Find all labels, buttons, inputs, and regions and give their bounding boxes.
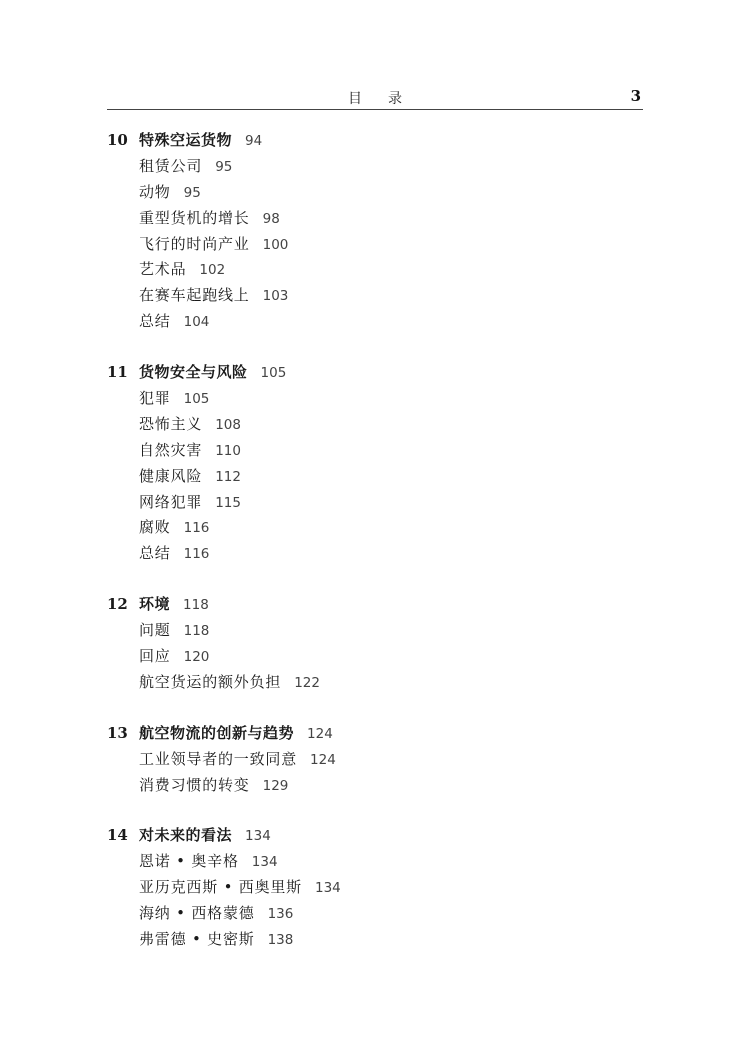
section-title: 工业领导者的一致同意 [139, 749, 298, 768]
chapter-page-number: 124 [307, 725, 333, 742]
section-page-number: 95 [215, 158, 233, 175]
section-title: 海纳 • 西格蒙德 [139, 904, 255, 923]
toc-entry[interactable] [107, 515, 627, 541]
section-page-number: 136 [267, 906, 294, 923]
toc-entry[interactable] [107, 386, 627, 412]
section-page-number: 129 [262, 777, 289, 794]
section-page-number: 116 [183, 546, 210, 563]
toc-entry[interactable] [107, 412, 627, 438]
chapter-title: 特殊空运货物 [139, 131, 233, 149]
toc-entry[interactable] [107, 849, 627, 875]
chapter-block [107, 592, 627, 696]
chapter-heading[interactable] [107, 592, 627, 618]
chapter-heading[interactable] [107, 721, 627, 747]
section-title: 亚历克西斯 • 西奥里斯 [139, 878, 302, 897]
toc-entry[interactable] [107, 309, 627, 335]
chapter-title: 环境 [139, 595, 171, 614]
toc-entry[interactable] [107, 541, 627, 567]
chapter-number: 14 [107, 826, 128, 845]
chapter-number: 13 [107, 723, 128, 742]
chapter-page-number: 105 [260, 365, 287, 382]
section-title: 消费习惯的转变 [139, 775, 250, 794]
chapter-block [107, 128, 627, 335]
section-title: 恐怖主义 [139, 414, 203, 433]
toc-entry[interactable] [107, 618, 627, 644]
chapter-title: 航空物流的创新与趋势 [139, 723, 295, 742]
section-page-number: 110 [215, 442, 241, 459]
toc-entry[interactable] [107, 232, 627, 258]
toc-entry[interactable] [107, 154, 627, 180]
chapter-title: 货物安全与风险 [139, 363, 248, 382]
chapter-page-number: 118 [183, 597, 209, 614]
chapter-block [107, 721, 627, 799]
chapter-block [107, 360, 627, 567]
toc-entry[interactable] [107, 180, 627, 206]
section-page-number: 102 [199, 262, 226, 279]
chapter-number: 12 [107, 595, 128, 614]
section-title: 飞行的时尚产业 [139, 234, 250, 253]
chapter-heading[interactable] [107, 128, 627, 154]
chapter-heading[interactable] [107, 823, 627, 849]
toc-entry[interactable] [107, 283, 627, 309]
chapter-title: 对未来的看法 [139, 826, 233, 845]
toc-entry[interactable] [107, 670, 627, 696]
chapter-heading[interactable] [107, 360, 627, 386]
toc-entry[interactable] [107, 257, 627, 283]
section-page-number: 134 [315, 880, 341, 897]
section-title: 重型货机的增长 [139, 208, 250, 227]
section-page-number: 120 [183, 649, 210, 666]
section-page-number: 115 [215, 494, 241, 511]
toc-entry[interactable] [107, 464, 627, 490]
section-page-number: 112 [215, 468, 241, 485]
section-title: 网络犯罪 [139, 492, 203, 511]
chapter-page-number: 94 [245, 133, 263, 149]
toc-entry[interactable] [107, 644, 627, 670]
section-page-number: 134 [251, 854, 278, 871]
section-title: 动物 [139, 182, 171, 201]
section-page-number: 103 [262, 288, 289, 305]
chapter-page-number: 134 [245, 828, 271, 845]
toc-entry[interactable] [107, 773, 627, 799]
section-title: 自然灾害 [139, 440, 203, 459]
toc-entry[interactable] [107, 927, 627, 953]
running-title: 目录 [348, 91, 428, 107]
toc-entry[interactable] [107, 490, 627, 516]
section-title: 在赛车起跑线上 [139, 286, 250, 305]
section-title: 总结 [139, 312, 171, 331]
section-title: 租赁公司 [139, 156, 203, 175]
section-title: 恩诺 • 奥辛格 [139, 852, 239, 871]
running-head [107, 87, 643, 110]
section-page-number: 104 [183, 314, 210, 331]
section-title: 总结 [139, 544, 171, 563]
chapter-block [107, 823, 627, 952]
toc-entry[interactable] [107, 438, 627, 464]
section-page-number: 98 [262, 210, 280, 227]
page-number: 3 [630, 87, 641, 105]
section-page-number: 108 [215, 416, 241, 433]
section-page-number: 124 [310, 751, 336, 768]
section-title: 问题 [139, 621, 171, 640]
toc-entry[interactable] [107, 206, 627, 232]
chapter-number: 10 [107, 131, 128, 149]
section-title: 艺术品 [139, 260, 187, 279]
section-page-number: 105 [183, 391, 210, 408]
toc-entry[interactable] [107, 901, 627, 927]
section-title: 回应 [139, 647, 171, 666]
section-page-number: 95 [183, 184, 201, 201]
section-title: 弗雷德 • 史密斯 [139, 930, 255, 949]
section-title: 健康风险 [139, 466, 203, 485]
section-title: 腐败 [139, 518, 171, 537]
section-page-number: 118 [183, 623, 210, 640]
section-title: 航空货运的额外负担 [139, 672, 282, 691]
toc-entry[interactable] [107, 747, 627, 773]
section-page-number: 100 [262, 236, 289, 253]
section-page-number: 122 [294, 674, 320, 691]
section-page-number: 138 [267, 932, 294, 949]
table-of-contents [107, 128, 627, 978]
toc-entry[interactable] [107, 875, 627, 901]
section-title: 犯罪 [139, 389, 171, 408]
section-page-number: 116 [183, 520, 210, 537]
chapter-number: 11 [107, 363, 128, 382]
